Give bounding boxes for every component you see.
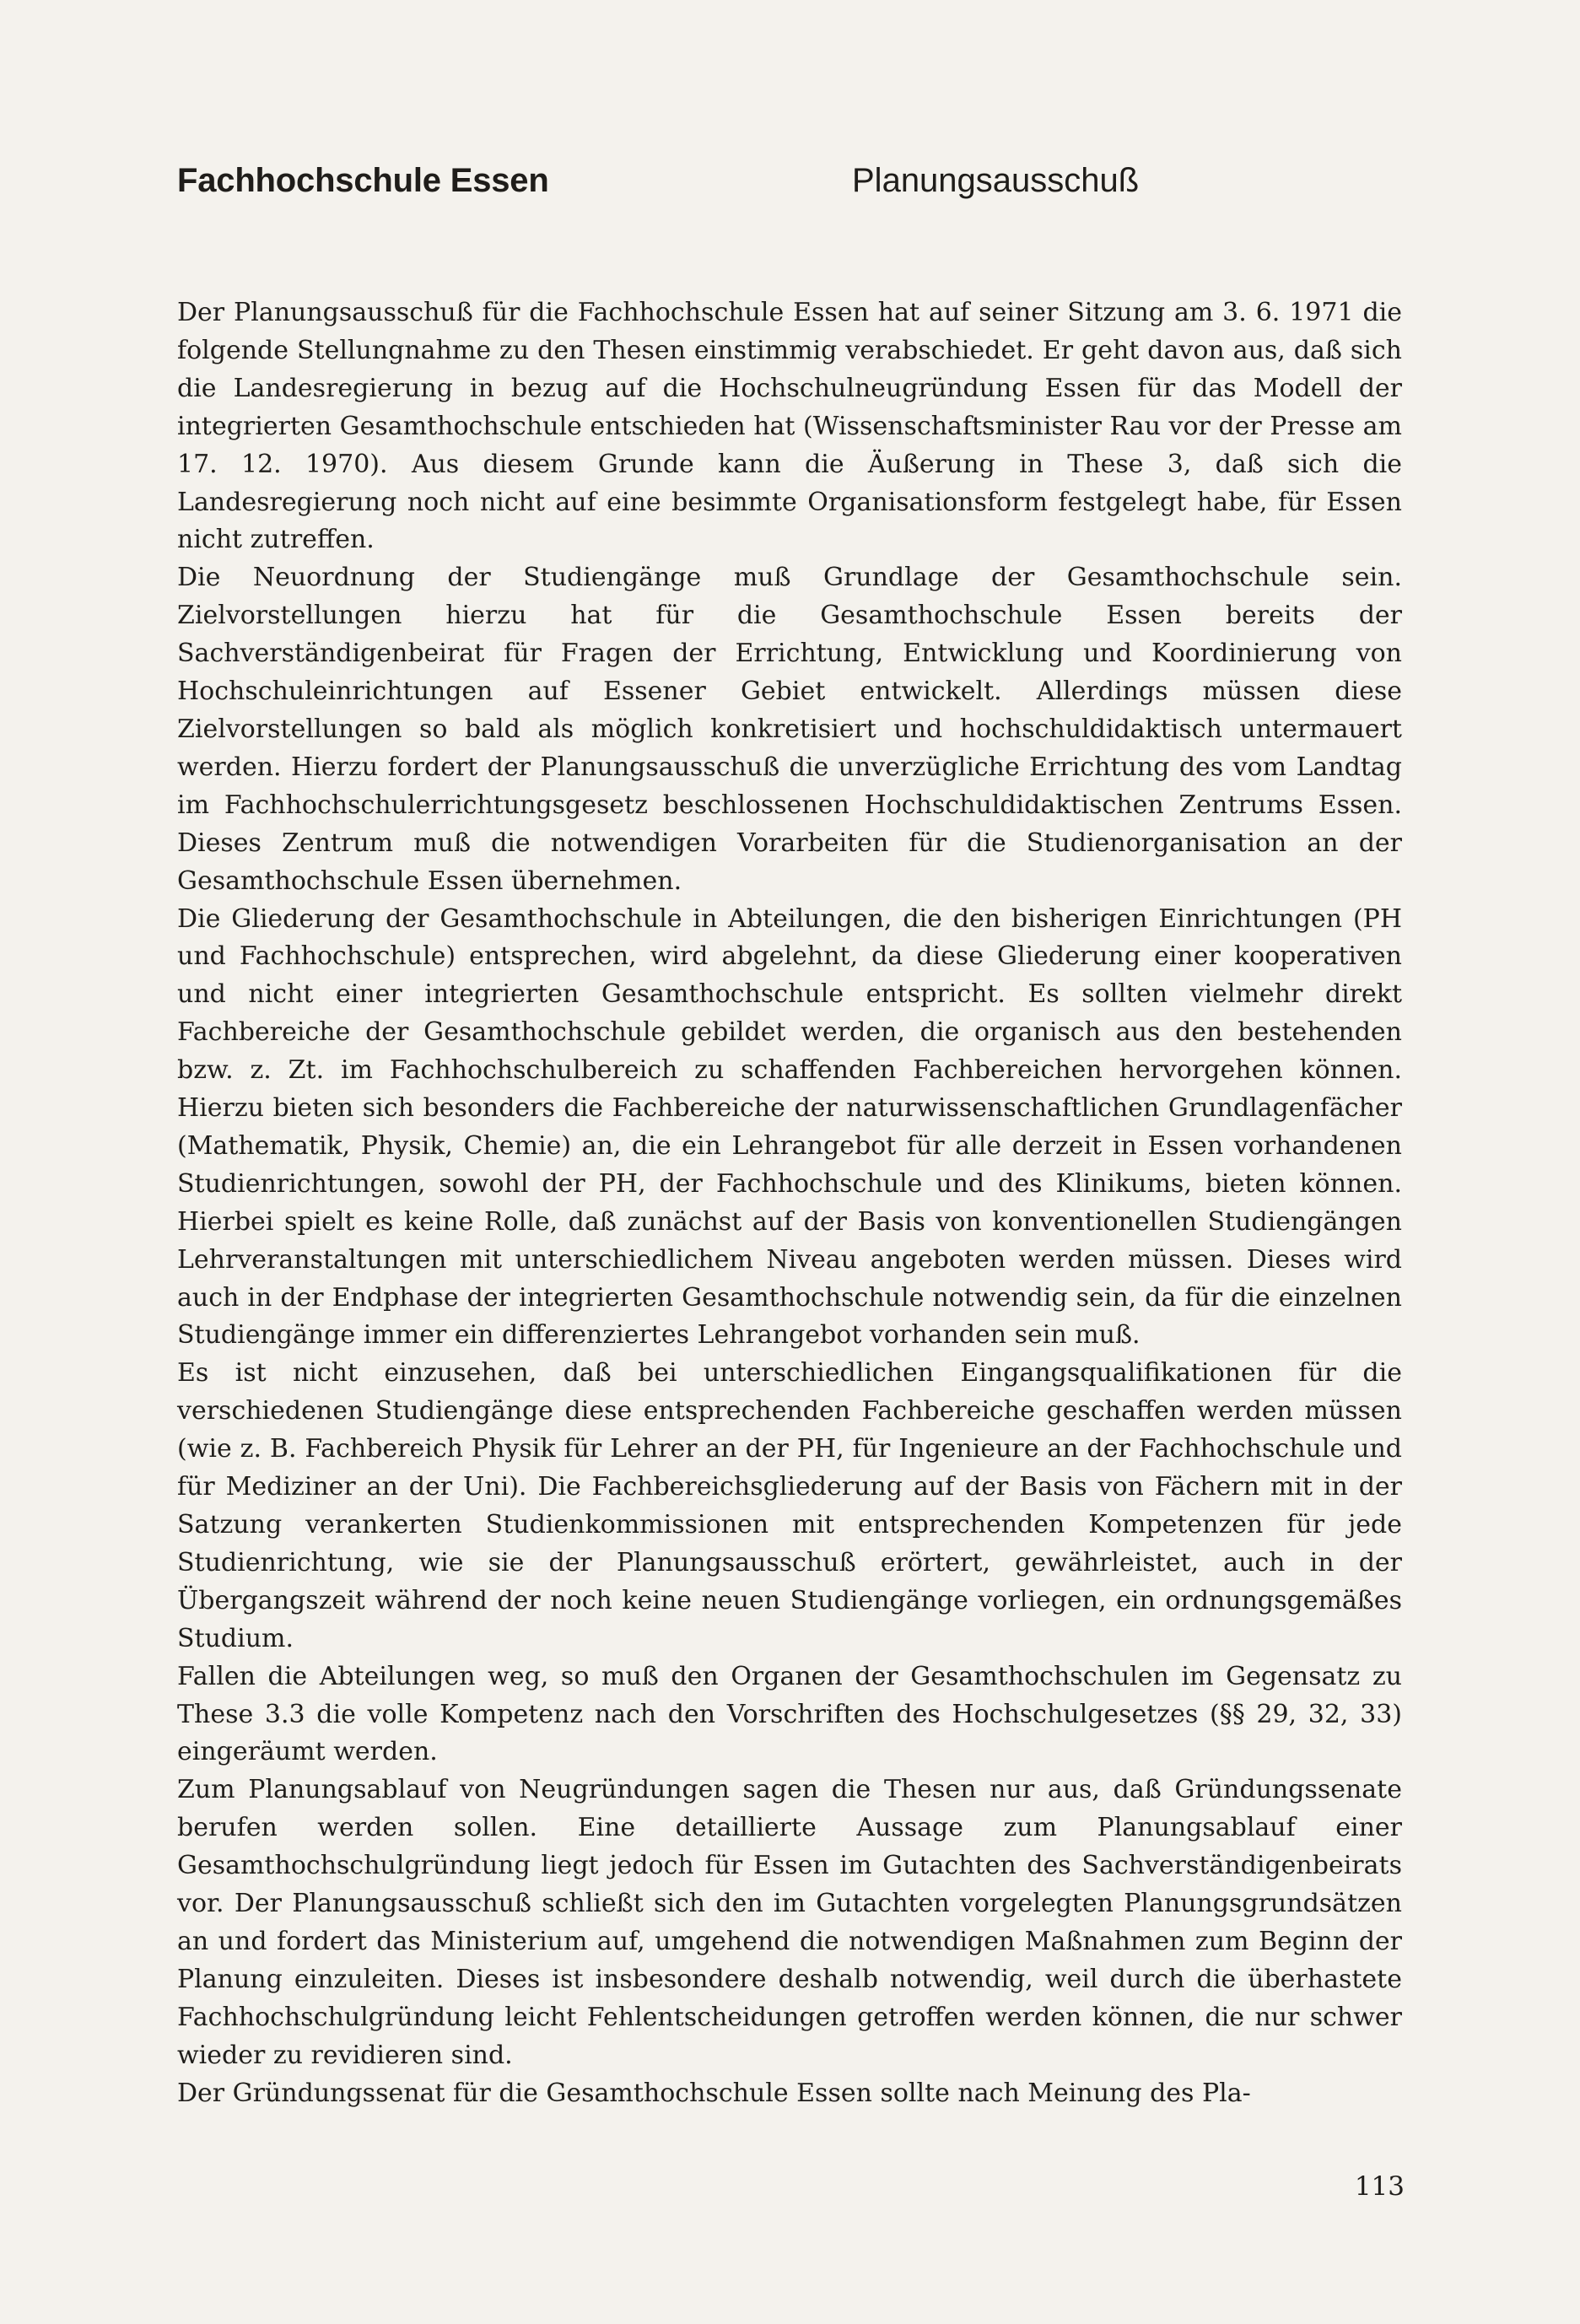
header-committee: Planungsausschuß (852, 162, 1140, 199)
paragraph: Der Gründungssenat für die Gesamthochschule Essen sollte nach Meinung des Pla- (177, 2078, 1251, 2108)
header-institution: Fachhochschule Essen (177, 162, 549, 199)
page-number: 113 (1354, 2171, 1405, 2202)
paragraph: Die Gliederung der Gesamthochschule in Abteilungen, die den bisherigen Einrichtungen (PH und Fachhochschule) entsprechen, wird abgelehnt, da diese Gliederung einer kooperativen und nicht einer integrierten Gesamthochschule entspricht. Es sollten vielmehr direkt Fachbereiche der Gesamthochschule gebildet werden, die organisch aus den bestehenden bzw. z. Zt. im Fachhochschulbereich zu schaffenden Fachbereichen hervorgehen können. Hierzu bieten sich besonders die Fachbereiche der naturwissenschaftlichen Grundlagenfächer (Mathematik, Physik, Chemie) an, die ein Lehrangebot für alle derzeit in Essen vorhandenen Studienrichtungen, sowohl der PH, der Fachhochschule und des Klinikums, bieten können. Hierbei spielt es keine Rolle, daß zunächst auf der Basis von konventionellen Studiengängen Lehrveranstaltungen mit unterschiedlichem Niveau angeboten werden müssen. Dieses wird auch in der Endphase der integrierten Gesamthochschule notwendig sein, da für die einzelnen Studiengänge immer ein differenziertes Lehrangebot vorhanden sein muß. (177, 903, 1402, 1351)
paragraph: Der Planungsausschuß für die Fachhochschule Essen hat auf seiner Sitzung am 3. 6. 1971 die folgende Stellungnahme zu den Thesen einstimmig verabschiedet. Er geht davon aus, daß sich die Landesregierung in bezug auf die Hochschulneugründung Essen für das Modell der integrierten Gesamthochschule entschieden hat (Wissenschaftsminister Rau vor der Presse am 17. 12. 1970). Aus diesem Grunde kann die Äußerung in These 3, daß sich die Landesregierung noch nicht auf eine besimmte Organisationsform festgelegt habe, für Essen nicht zutreffen. (177, 298, 1402, 555)
body-text (177, 294, 1402, 2113)
paragraph: Die Neuordnung der Studiengänge muß Grundlage der Gesamthochschule sein. Zielvorstellungen hierzu hat für die Gesamthochschule Essen bereits der Sachverständigenbeirat für Fragen der Errichtung, Entwicklung und Koordinierung von Hochschuleinrichtungen auf Essener Gebiet entwickelt. Allerdings müssen diese Zielvorstellungen so bald als möglich konkretisiert und hochschuldidaktisch untermauert werden. Hierzu fordert der Planungsausschuß die unverzügliche Errichtung des vom Landtag im Fachhochschulerrichtungsgesetz beschlossenen Hochschuldidaktischen Zentrums Essen. Dieses Zentrum muß die notwendigen Vorarbeiten für die Studienorganisation an der Gesamthochschule Essen übernehmen. (177, 563, 1402, 896)
paragraph: Fallen die Abteilungen weg, so muß den Organen der Gesamthochschulen im Gegensatz zu These 3.3 die volle Kompetenz nach den Vorschriften des Hochschulgesetzes (§§ 29, 32, 33) eingeräumt werden. (177, 1661, 1402, 1767)
paragraph: Zum Planungsablauf von Neugründungen sagen die Thesen nur aus, daß Gründungssenate berufen werden sollen. Eine detaillierte Aussage zum Planungsablauf einer Gesamthochschulgründung liegt jedoch für Essen im Gutachten des Sachverständigenbeirats vor. Der Planungsausschuß schließt sich den im Gutachten vorgelegten Planungsgrundsätzen an und fordert das Ministerium auf, umgehend die notwendigen Maßnahmen zum Beginn der Planung einzuleiten. Dieses ist insbesondere deshalb notwendig, weil durch die überhastete Fachhochschulgründung leicht Fehlentscheidungen getroffen werden können, die nur schwer wieder zu revidieren sind. (177, 1775, 1402, 2070)
paragraph: Es ist nicht einzusehen, daß bei unterschiedlichen Eingangsqualifikationen für die verschiedenen Studiengänge diese entsprechenden Fachbereiche geschaffen werden müssen (wie z. B. Fachbereich Physik für Lehrer an der PH, für Ingenieure an der Fachhochschule und für Mediziner an der Uni). Die Fachbereichsgliederung auf der Basis von Fächern mit in der Satzung verankerten Studienkommissionen mit entsprechenden Kompetenzen für jede Studienrichtung, wie sie der Planungsausschuß erörtert, gewährleistet, auch in der Übergangszeit während der noch keine neuen Studiengänge vorliegen, ein ordnungsgemäßes Studium. (177, 1358, 1402, 1653)
